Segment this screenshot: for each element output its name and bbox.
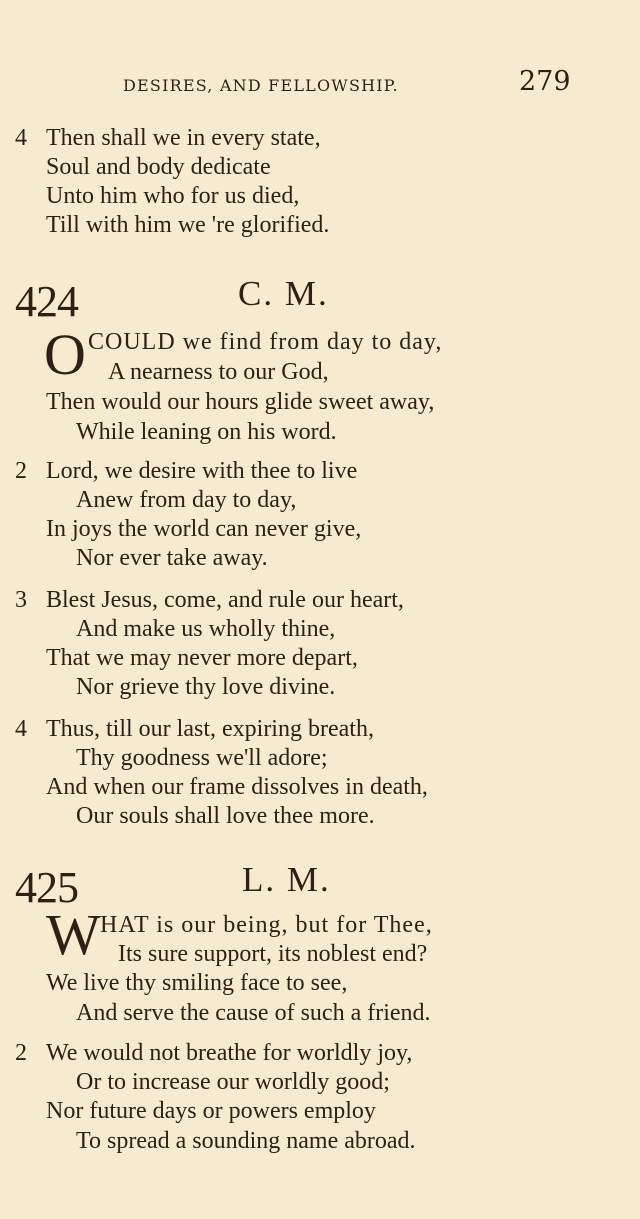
hymn-line: Thus, till our last, expiring breath, [46,716,374,742]
hymn-line: That we may never more depart, [46,645,358,671]
hymn-line: And make us wholly thine, [76,616,336,642]
page-header [0,66,640,106]
page-number: 279 [519,66,571,97]
drop-cap: O [44,322,86,387]
hymn-meter: C. M. [238,274,329,313]
hymn-line: Nor future days or powers employ [46,1098,376,1124]
hymn-line: Nor grieve thy love divine. [76,674,336,700]
hymn-line: In joys the world can never give, [46,516,362,542]
hymn-line: Our souls shall love thee more. [76,803,375,829]
running-head: DESIRES, AND FELLOWSHIP. [123,76,399,95]
hymn-line: And when our frame dissolves in death, [46,774,428,800]
hymn-line: While leaning on his word. [76,419,337,445]
hymn-meter: L. M. [242,860,331,899]
hymn-line: We would not breathe for worldly joy, [46,1040,413,1066]
hymn-first-line: HAT is our being, but for Thee, [100,912,433,938]
hymn-line: To spread a sounding name abroad. [76,1128,416,1154]
verse-number: 3 [15,587,27,613]
drop-cap: W [46,902,101,967]
hymn-line: Unto him who for us died, [46,183,300,209]
verse-number: 4 [15,716,27,742]
hymn-number: 424 [15,277,78,326]
hymn-line: Or to increase our worldly good; [76,1069,390,1095]
hymn-line: And serve the cause of such a friend. [76,1000,431,1026]
verse-number: 4 [15,125,27,151]
hymn-line: Nor ever take away. [76,545,268,571]
hymn-first-line: COULD we find from day to day, [88,329,443,355]
verse-number: 2 [15,458,27,484]
hymn-line: Then shall we in every state, [46,125,321,151]
hymn-line: Blest Jesus, come, and rule our heart, [46,587,404,613]
hymn-line: Thy goodness we'll adore; [76,745,328,771]
verse-number: 2 [15,1040,27,1066]
hymn-line: Then would our hours glide sweet away, [46,389,435,415]
hymn-line: A nearness to our God, [108,359,329,385]
hymn-line: We live thy smiling face to see, [46,970,348,996]
hymn-number: 425 [15,863,78,912]
hymn-line: Anew from day to day, [76,487,297,513]
hymn-line: Till with him we 're glorified. [46,212,330,238]
hymn-line: Its sure support, its noblest end? [118,941,428,967]
hymn-line: Soul and body dedicate [46,154,271,180]
hymn-line: Lord, we desire with thee to live [46,458,358,484]
